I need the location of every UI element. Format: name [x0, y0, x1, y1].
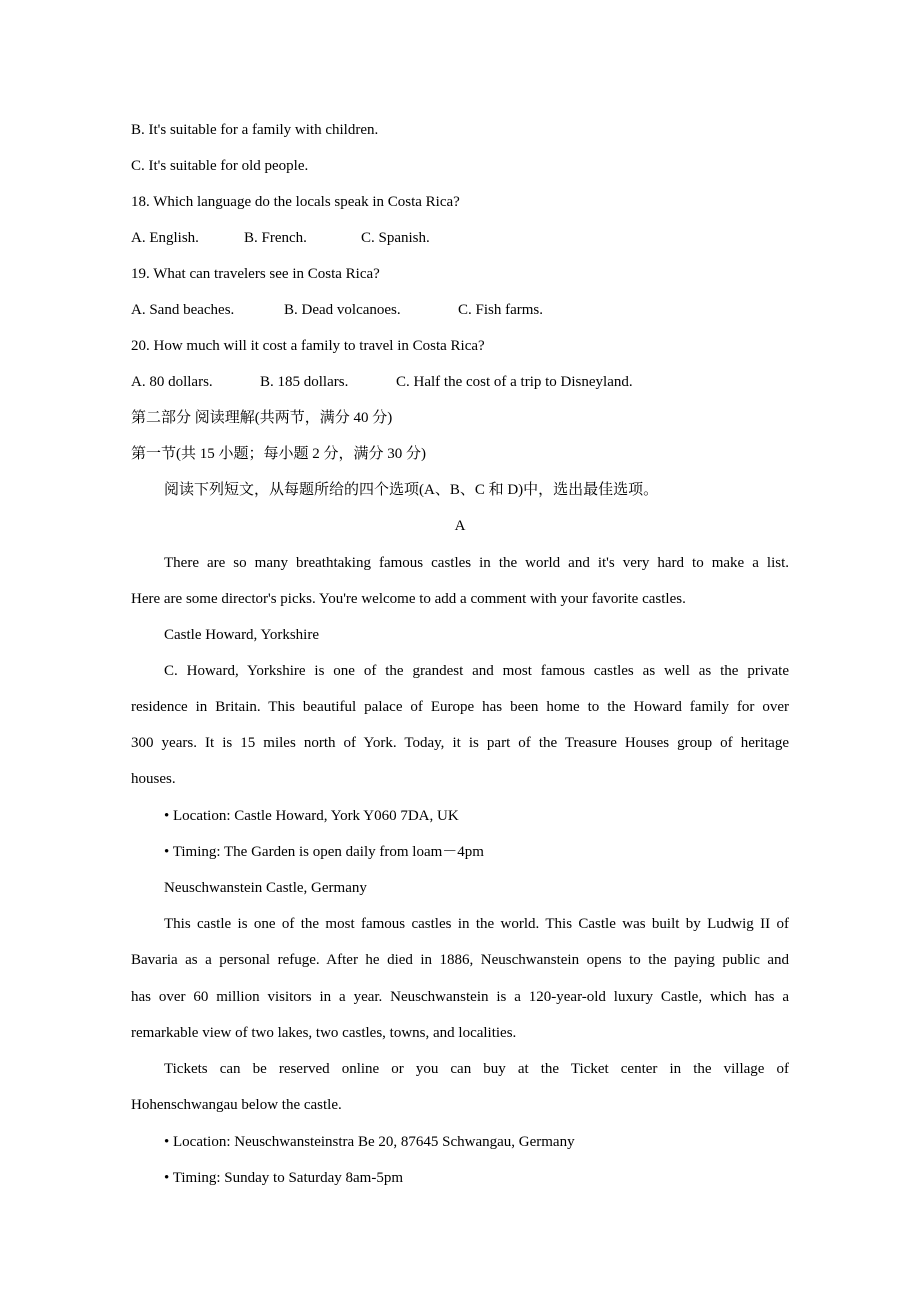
castle-howard-line-4: houses. [131, 771, 176, 787]
neuschwanstein-line-2: Bavaria as a personal refuge. After he died in 1886, Neuschwanstein opens to the paying public and [131, 952, 789, 968]
q20-option-c: C. Half the cost of a trip to Disneyland. [396, 374, 633, 390]
castle-howard-heading: Castle Howard, Yorkshire [164, 627, 319, 643]
neuschwanstein-tickets-line-1: Tickets can be reserved online or you can buy at the Ticket center in the village of [164, 1061, 789, 1077]
castle-howard-location: • Location: Castle Howard, York Y060 7DA, UK [164, 808, 459, 824]
q20-option-b: B. 185 dollars. [260, 374, 349, 390]
q18-options [131, 227, 789, 249]
neuschwanstein-tickets-line-2: Hohenschwangau below the castle. [131, 1097, 342, 1113]
q17-option-c: C. It's suitable for old people. [131, 158, 309, 174]
q19-options [131, 299, 789, 321]
section-title: 第一节(共 15 小题；每小题 2 分，满分 30 分) [131, 446, 426, 462]
part-title: 第二部分 阅读理解(共两节，满分 40 分) [131, 410, 393, 426]
q18-question: 18. Which language do the locals speak in Costa Rica? [131, 194, 460, 210]
neuschwanstein-line-1: This castle is one of the most famous castles in the world. This Castle was built by Ludwig II of [164, 916, 789, 932]
q17-option-b: B. It's suitable for a family with children. [131, 122, 379, 138]
passage-label: A [454, 518, 466, 534]
castle-howard-line-1: C. Howard, Yorkshire is one of the grandest and most famous castles as well as the private [164, 663, 789, 679]
instructions: 阅读下列短文，从每题所给的四个选项(A、B、C 和 D)中，选出最佳选项。 [164, 482, 659, 498]
neuschwanstein-timing: • Timing: Sunday to Saturday 8am-5pm [164, 1170, 404, 1186]
castle-howard-line-2: residence in Britain. This beautiful palace of Europe has been home to the Howard family for over [131, 699, 789, 715]
neuschwanstein-location: • Location: Neuschwansteinstra Be 20, 87645 Schwangau, Germany [164, 1134, 575, 1150]
q19-option-c: C. Fish farms. [458, 302, 544, 318]
q20-question: 20. How much will it cost a family to travel in Costa Rica? [131, 338, 485, 354]
q18-option-c: C. Spanish. [361, 230, 430, 246]
intro-line-1: There are so many breathtaking famous castles in the world and it's very hard to make a list. [164, 555, 789, 571]
q18-option-a: A. English. [131, 230, 199, 246]
intro-line-2: Here are some director's picks. You're welcome to add a comment with your favorite castles. [131, 591, 686, 607]
neuschwanstein-line-4: remarkable view of two lakes, two castles, towns, and localities. [131, 1025, 517, 1041]
q19-question: 19. What can travelers see in Costa Rica? [131, 266, 380, 282]
castle-howard-line-3: 300 years. It is 15 miles north of York. Today, it is part of the Treasure Houses group of heritage [131, 735, 789, 751]
q19-option-b: B. Dead volcanoes. [284, 302, 401, 318]
q19-option-a: A. Sand beaches. [131, 302, 235, 318]
neuschwanstein-line-3: has over 60 million visitors in a year. Neuschwanstein is a 120-year-old luxury Castle, which has a [131, 989, 789, 1005]
q20-options [131, 371, 789, 393]
q18-option-b: B. French. [244, 230, 307, 246]
neuschwanstein-heading: Neuschwanstein Castle, Germany [164, 880, 367, 896]
q20-option-a: A. 80 dollars. [131, 374, 213, 390]
castle-howard-timing: • Timing: The Garden is open daily from loam－4pm [164, 844, 484, 860]
